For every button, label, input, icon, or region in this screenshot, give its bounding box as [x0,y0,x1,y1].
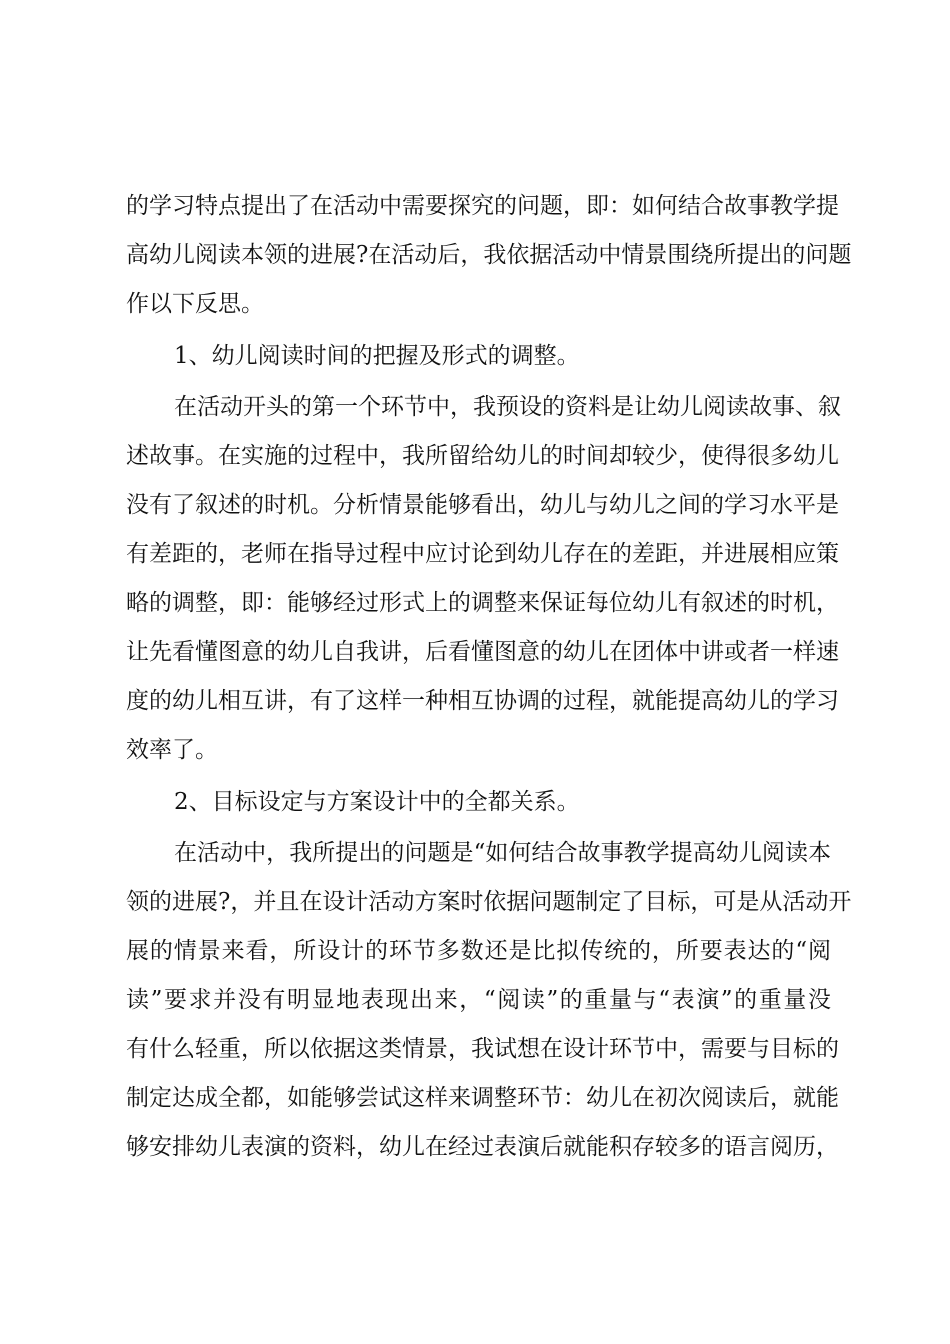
text-line: 度的幼儿相互讲，有了这样一种相互协调的过程，就能提高幼儿的学习 [126,688,839,714]
text-line: 述故事。在实施的过程中，我所留给幼儿的时间却较少，使得很多幼儿 [126,443,839,469]
text-line: 领的进展?，并且在设计活动方案时依据问题制定了目标，可是从活动开 [126,889,852,915]
text-line: 展的情景来看，所设计的环节多数还是比拟传统的，所要表达的“阅 [126,938,831,964]
text-line: 有差距的，老师在指导过程中应讨论到幼儿存在的差距，并进展相应策 [126,541,839,567]
text-line: 读”要求并没有明显地表现出来，“阅读”的重量与“表演”的重量没 [126,987,831,1013]
text-line: 没有了叙述的时机。分析情景能够看出，幼儿与幼儿之间的学习水平是 [126,492,839,518]
text-line: 作以下反思。 [126,291,264,317]
text-line: 制定达成全都，如能够尝试这样来调整环节：幼儿在初次阅读后，就能 [126,1085,839,1111]
paragraph-first-line: 在活动中，我所提出的问题是“如何结合故事教学提高幼儿阅读本 [174,840,831,866]
text-line: 够安排幼儿表演的资料，幼儿在经过表演后就能积存较多的语言阅历， [126,1134,839,1160]
section-heading: 1、幼儿阅读时间的把握及形式的调整。 [174,343,580,369]
text-line: 有什么轻重，所以依据这类情景，我试想在设计环节中，需要与目标的 [126,1036,839,1062]
text-line: 的学习特点提出了在活动中需要探究的问题，即：如何结合故事教学提 [126,193,839,219]
section-heading: 2、目标设定与方案设计中的全都关系。 [174,789,580,815]
text-line: 略的调整，即：能够经过形式上的调整来保证每位幼儿有叙述的时机， [126,590,839,616]
paragraph-first-line: 在活动开头的第一个环节中，我预设的资料是让幼儿阅读故事、叙 [174,394,841,420]
text-line: 效率了。 [126,737,218,763]
text-line: 高幼儿阅读本领的进展?在活动后，我依据活动中情景围绕所提出的问题 [126,242,852,268]
text-line: 让先看懂图意的幼儿自我讲，后看懂图意的幼儿在团体中讲或者一样速 [126,639,839,665]
